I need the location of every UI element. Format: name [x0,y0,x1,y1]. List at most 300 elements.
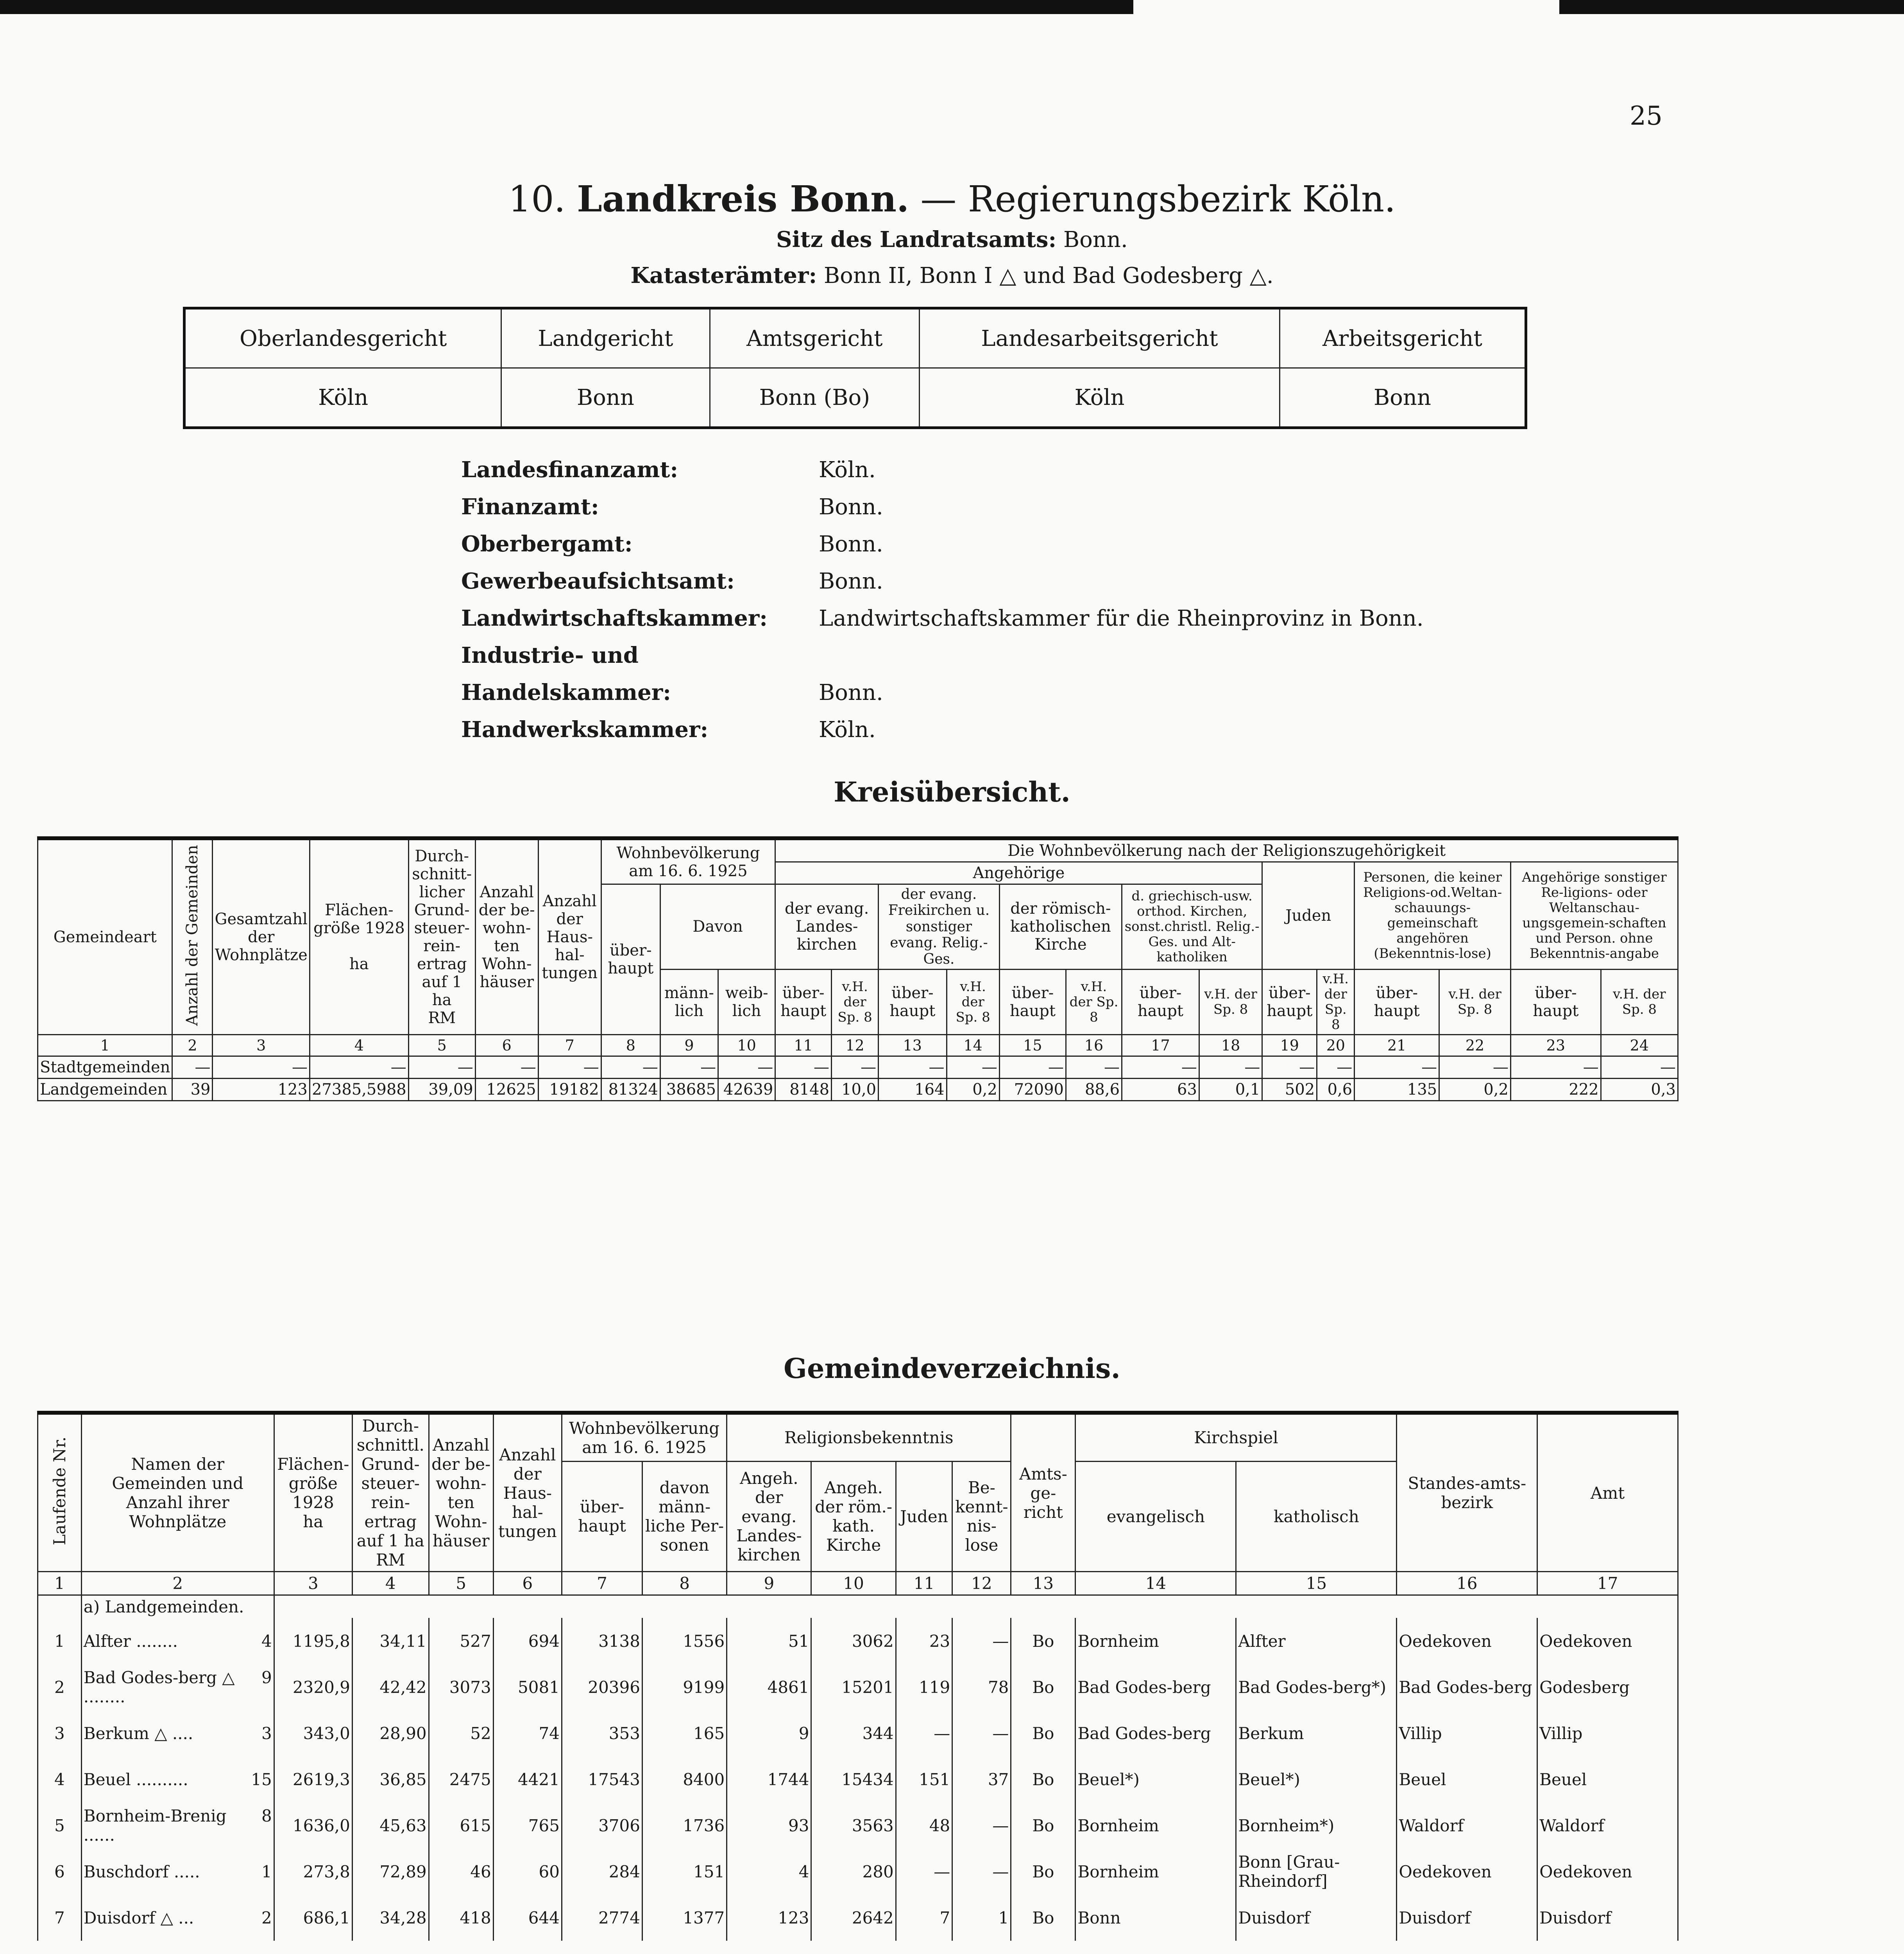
verz-col-number: 12 [952,1572,1011,1595]
verz-h-amt: Amt [1537,1413,1678,1572]
court-value: Köln [184,368,501,428]
verz-cell-flaeche: 2619,3 [274,1756,352,1802]
verz-cell-ag: Bo [1011,1618,1075,1664]
verz-h-standesamt: Standes-amts-bezirk [1397,1413,1537,1572]
kreis-h-griech: d. griechisch-usw. orthod. Kirchen, sonst.christl. Relig.-Ges. und Alt-katholiken [1122,884,1262,970]
kreis-cell: 19182 [538,1079,601,1101]
kreis-cell: — [879,1056,947,1079]
court-value: Bonn (Bo) [710,368,920,428]
kreis-cell: 42639 [718,1079,775,1101]
kreis-col-number: 12 [832,1035,879,1056]
kreis-cell: — [1510,1056,1601,1079]
verz-h-ertrag: Durch-schnittl. Grund-steuer-rein-ertrag auf 1 ha RM [352,1413,429,1572]
verz-cell-juden: 7 [896,1895,952,1941]
verz-cell-ag: Bo [1011,1756,1075,1802]
verz-cell-bekl: — [952,1848,1011,1895]
verz-cell-amt: Waldorf [1537,1802,1678,1848]
kreis-cell: — [832,1056,879,1079]
verz-cell-standes: Oedekoven [1397,1618,1537,1664]
kreis-cell: 63 [1122,1079,1199,1101]
verz-cell-evang: 9 [727,1710,811,1756]
kreis-col-number: 19 [1262,1035,1317,1056]
verz-cell-haushalt: 4421 [493,1756,562,1802]
verz-cell-ertrag: 36,85 [352,1756,429,1802]
verz-cell-ertrag: 34,28 [352,1895,429,1941]
kreis-cell: 123 [213,1079,310,1101]
verz-cell-kath: Bad Godes-berg*) [1236,1664,1397,1710]
authority-row [461,563,1424,600]
verz-col-number: 14 [1075,1572,1236,1595]
kreis-cell: — [1122,1056,1199,1079]
kreis-h-vh: v.H. der Sp. 8 [1066,969,1122,1034]
kreis-cell: — [1317,1056,1355,1079]
verz-cell-roem: 3563 [811,1802,896,1848]
verz-title: Gemeindeverzeichnis. [784,1352,1120,1385]
kreis-h-evang: der evang. Landes-kirchen [775,884,879,970]
verz-row [38,1710,1678,1756]
verz-cell-amt: Beuel [1537,1756,1678,1802]
verz-cell-juden: 23 [896,1618,952,1664]
kreis-col-number: 3 [213,1035,310,1056]
verz-cell-ag: Bo [1011,1848,1075,1895]
verz-cell-ertrag: 42,42 [352,1664,429,1710]
seat-label: Sitz des Landratsamts: [776,227,1057,252]
kreis-col-number: 16 [1066,1035,1122,1056]
verz-cell-haeuser: 52 [429,1710,493,1756]
verz-cell-ev: Bornheim [1075,1848,1236,1895]
kreis-cell: 0,2 [1439,1079,1511,1101]
verz-col-number: 15 [1236,1572,1397,1595]
verz-row [38,1756,1678,1802]
kreis-h-vh: v.H. der Sp. 8 [1317,969,1355,1034]
verz-cell-standes: Waldorf [1397,1802,1537,1848]
page-title [0,178,1904,220]
court-header: Oberlandesgericht [184,308,501,368]
verz-cell-haeuser: 615 [429,1802,493,1848]
verz-cell-evang: 51 [727,1618,811,1664]
scan-edge-left [0,0,1133,14]
kreis-h-ueb: über-haupt [1510,969,1601,1034]
kreis-col-number: 18 [1199,1035,1262,1056]
kreis-h-juden: Juden [1262,862,1355,970]
verz-cell-nr: 4 [38,1756,82,1802]
verz-cell-name: 9 Bad Godes-berg △ ........ [81,1664,274,1710]
verz-cell-ag: Bo [1011,1664,1075,1710]
kreis-row [38,1056,1678,1079]
kreis-cell: 12625 [475,1079,538,1101]
verz-h-haeuser: Anzahl der be-wohn-ten Wohn-häuser [429,1413,493,1572]
kreis-cell: 39,09 [408,1079,475,1101]
verz-cell-standes: Bad Godes-berg [1397,1664,1537,1710]
kreis-h-maennlich: männ-lich [660,969,718,1034]
authority-value: Bonn. [819,494,883,520]
verz-cell-bev: 20396 [562,1664,642,1710]
verz-cell-name: 1 Buschdorf ..... [81,1848,274,1895]
page-number: 25 [1630,101,1662,131]
verz-cell-amt: Oedekoven [1537,1848,1678,1895]
kreis-h-vh: v.H. der Sp. 8 [1199,969,1262,1034]
verz-cell-maennl: 1377 [642,1895,727,1941]
kreis-col-number: 8 [601,1035,660,1056]
kreis-cell: 10,0 [832,1079,879,1101]
verz-cell-evang: 123 [727,1895,811,1941]
verz-cell-bekl: 78 [952,1664,1011,1710]
verz-cell-flaeche: 2320,9 [274,1664,352,1710]
kreis-cell: 0,6 [1317,1079,1355,1101]
verz-cell-maennl: 151 [642,1848,727,1895]
verz-cell-haeuser: 46 [429,1848,493,1895]
verz-cell-amt: Villip [1537,1710,1678,1756]
kreis-cell: — [1601,1056,1678,1079]
verz-cell-maennl: 8400 [642,1756,727,1802]
verz-cell-juden: 119 [896,1664,952,1710]
verz-cell-ertrag: 34,11 [352,1618,429,1664]
verz-column-numbers [38,1572,1678,1595]
verz-cell-evang: 4 [727,1848,811,1895]
kreis-cell: 0,3 [1601,1079,1678,1101]
verz-cell-bekl: 37 [952,1756,1011,1802]
verz-cell-nr: 6 [38,1848,82,1895]
title-number: 10. [508,178,565,220]
verz-h-religion: Religionsbekenntnis [727,1413,1011,1461]
court-header: Landesarbeitsgericht [920,308,1280,368]
verz-cell-name: 15 Beuel .......... [81,1756,274,1802]
verz-spacer [38,1595,82,1618]
kreis-h-ueb: über-haupt [1122,969,1199,1034]
verz-cell-ertrag: 28,90 [352,1710,429,1756]
kreis-row [38,1079,1678,1101]
verz-h-flaeche: Flächen-größe 1928 ha [274,1413,352,1572]
kreis-cell: 8148 [775,1079,832,1101]
verz-cell-nr: 1 [38,1618,82,1664]
kreis-col-number: 5 [408,1035,475,1056]
authority-row [461,637,1424,711]
verz-h-bekenntnislose: Be-kennt-nis-lose [952,1461,1011,1571]
kreis-cell: — [999,1056,1066,1079]
kreis-h-weiblich: weib-lich [718,969,775,1034]
verz-cell-haeuser: 418 [429,1895,493,1941]
kreis-column-numbers [38,1035,1678,1056]
kreis-cell: 39 [172,1079,213,1101]
kreis-cell: 0,2 [947,1079,999,1101]
kataster-value: Bonn II, Bonn I △ und Bad Godesberg △. [824,263,1274,288]
verz-cell-juden: — [896,1710,952,1756]
authority-value: Bonn. [819,569,883,594]
verz-cell-kath: Alfter [1236,1618,1397,1664]
verz-cell-ev: Bornheim [1075,1802,1236,1848]
verz-cell-standes: Beuel [1397,1756,1537,1802]
verz-cell-haushalt: 694 [493,1618,562,1664]
kreis-cell: — [1439,1056,1511,1079]
kreis-cell: 72090 [999,1079,1066,1101]
verz-cell-ev: Beuel*) [1075,1756,1236,1802]
authority-row [461,451,1424,488]
kreis-col-number: 15 [999,1035,1066,1056]
verz-row [38,1895,1678,1941]
kreis-h-ueb: über-haupt [1262,969,1317,1034]
kreis-h-freikirchen: der evang. Freikirchen u. sonstiger evang. Relig.-Ges. [879,884,1000,970]
verz-cell-haushalt: 5081 [493,1664,562,1710]
verz-h-ueberhaupt: über-haupt [562,1461,642,1571]
kreis-col-number: 22 [1439,1035,1511,1056]
verz-row [38,1664,1678,1710]
verz-cell-ertrag: 45,63 [352,1802,429,1848]
kreis-cell: — [213,1056,310,1079]
verz-cell-bev: 353 [562,1710,642,1756]
verz-cell-amt: Oedekoven [1537,1618,1678,1664]
verz-h-roem: Angeh. der röm.-kath. Kirche [811,1461,896,1571]
verz-cell-bev: 2774 [562,1895,642,1941]
authority-label: Landesfinanzamt: [461,457,678,483]
verz-cell-bev: 3138 [562,1618,642,1664]
court-value: Köln [920,368,1280,428]
verz-cell-bekl: — [952,1710,1011,1756]
verz-cell-roem: 280 [811,1848,896,1895]
verz-cell-evang: 4861 [727,1664,811,1710]
verz-cell-evang: 93 [727,1802,811,1848]
verz-cell-ag: Bo [1011,1710,1075,1756]
kreis-col-number: 1 [38,1035,172,1056]
verz-cell-standes: Villip [1397,1710,1537,1756]
verz-cell-flaeche: 686,1 [274,1895,352,1941]
kreis-cell: 135 [1355,1079,1439,1101]
kreis-cell: — [1355,1056,1439,1079]
court-header: Amtsgericht [710,308,920,368]
kreis-h-davon: Davon [660,884,775,970]
authority-value: Bonn. [819,531,883,557]
verz-cell-ev: Bad Godes-berg [1075,1664,1236,1710]
kreis-cell: — [947,1056,999,1079]
authority-label: Handwerkskammer: [461,717,709,743]
verz-cell-ag: Bo [1011,1895,1075,1941]
verz-col-number: 8 [642,1572,727,1595]
kreis-title: Kreisübersicht. [834,776,1070,808]
kreis-cell: — [660,1056,718,1079]
verz-cell-maennl: 1736 [642,1802,727,1848]
kreis-col-number: 11 [775,1035,832,1056]
verz-col-number: 16 [1397,1572,1537,1595]
verz-cell-kath: Berkum [1236,1710,1397,1756]
verz-h-amtsgericht: Amts-ge-richt [1011,1413,1075,1572]
verz-cell-kath: Duisdorf [1236,1895,1397,1941]
seat-line [0,227,1904,252]
verz-col-number: 2 [81,1572,274,1595]
verz-col-number: 10 [811,1572,896,1595]
kreis-col-number: 7 [538,1035,601,1056]
verz-col-number: 3 [274,1572,352,1595]
verz-cell-haushalt: 765 [493,1802,562,1848]
kreis-cell: — [310,1056,408,1079]
verz-cell-nr: 7 [38,1895,82,1941]
verz-h-kirchspiel: Kirchspiel [1075,1413,1397,1461]
verz-cell-ev: Bonn [1075,1895,1236,1941]
verz-col-number: 17 [1537,1572,1678,1595]
verz-cell-kath: Bornheim*) [1236,1802,1397,1848]
verz-cell-ev: Bornheim [1075,1618,1236,1664]
verz-row [38,1802,1678,1848]
kreis-h-vh: v.H. der Sp. 8 [1601,969,1678,1034]
verz-cell-kath: Beuel*) [1236,1756,1397,1802]
kreis-h-wohnbev: Wohnbevölkerung am 16. 6. 1925 [601,838,775,884]
verz-cell-maennl: 165 [642,1710,727,1756]
kreis-col-number: 4 [310,1035,408,1056]
verz-h-wohnbev: Wohnbevölkerung am 16. 6. 1925 [562,1413,727,1461]
kreis-cell: — [1199,1056,1262,1079]
kreis-cell: — [1066,1056,1122,1079]
verz-cell-haeuser: 2475 [429,1756,493,1802]
kreis-h-ueb: über-haupt [775,969,832,1034]
kreis-h-ueberhaupt: über-haupt [601,884,660,1035]
kreis-col-number: 2 [172,1035,213,1056]
verz-cell-bev: 17543 [562,1756,642,1802]
verz-col-number: 13 [1011,1572,1075,1595]
verz-h-lfd: Laufende Nr. [38,1413,82,1572]
kreis-cell: — [601,1056,660,1079]
kreis-cell: 88,6 [1066,1079,1122,1101]
verz-cell-roem: 3062 [811,1618,896,1664]
verz-cell-evang: 1744 [727,1756,811,1802]
kreis-col-number: 24 [1601,1035,1678,1056]
verz-cell-roem: 344 [811,1710,896,1756]
kreis-h-keine: Personen, die keiner Religions-od.Weltan-schauungs-gemeinschaft angehören (Bekenntnis-lose) [1355,862,1511,970]
kreis-cell: 222 [1510,1079,1601,1101]
court-header: Landgericht [501,308,710,368]
kreis-cell: — [538,1056,601,1079]
verz-cell-ag: Bo [1011,1802,1075,1848]
verz-cell-amt: Duisdorf [1537,1895,1678,1941]
verz-h-haushalt: Anzahl der Haus-hal-tungen [493,1413,562,1572]
kreis-h-gemeindeart: Gemeindeart [38,838,172,1035]
kreis-h-roem: der römisch-katholischen Kirche [999,884,1122,970]
verz-col-number: 6 [493,1572,562,1595]
kreis-h-gesamt: Gesamtzahl der Wohnplätze [213,838,310,1035]
verz-h-katholisch: katholisch [1236,1461,1397,1571]
verz-cell-haushalt: 644 [493,1895,562,1941]
authority-value: Köln. [819,457,876,483]
verz-cell-maennl: 9199 [642,1664,727,1710]
courts-table [183,307,1527,429]
verz-cell-name: 2 Duisdorf △ ... [81,1895,274,1941]
authority-row [461,711,1424,748]
kreis-h-sonstige: Angehörige sonstiger Re-ligions- oder Weltanschau-ungsgemein-schaften und Person. ohne Bekenntnis-angabe [1510,862,1678,970]
verz-cell-juden: — [896,1848,952,1895]
verz-cell-bev: 284 [562,1848,642,1895]
kreis-cell: — [718,1056,775,1079]
kreis-col-number: 20 [1317,1035,1355,1056]
authority-label: Finanzamt: [461,494,599,520]
verz-cell-nr: 3 [38,1710,82,1756]
authority-value: Landwirtschaftskammer für die Rheinprovinz in Bonn. [819,606,1424,631]
kreis-h-angehoerige: Angehörige [775,862,1262,884]
verz-cell-maennl: 1556 [642,1618,727,1664]
verz-spacer [274,1595,1678,1618]
kreis-h-anzahl: Anzahl der Gemeinden [172,838,213,1035]
verz-cell-haushalt: 60 [493,1848,562,1895]
kreis-col-number: 9 [660,1035,718,1056]
verz-row [38,1848,1678,1895]
authority-label: Landwirtschaftskammer: [461,605,768,631]
kreis-h-ueb: über-haupt [879,969,947,1034]
kreis-h-haeuser: Anzahl der be-wohn-ten Wohn-häuser [475,838,538,1035]
verz-row [38,1618,1678,1664]
verz-cell-name: 8 Bornheim-Brenig ...... [81,1802,274,1848]
kreis-cell: 164 [879,1079,947,1101]
verz-h-evang: Angeh. der evang. Landes-kirchen [727,1461,811,1571]
gemeinde-table [37,1411,1679,1941]
authority-value: Köln. [819,717,876,743]
kreis-h-religion: Die Wohnbevölkerung nach der Religionszugehörigkeit [775,838,1678,862]
kataster-line [0,263,1904,288]
authority-row [461,600,1424,637]
kreis-col-number: 6 [475,1035,538,1056]
title-district: Landkreis Bonn. [577,178,909,220]
kreis-h-vh: v.H. der Sp. 8 [1439,969,1511,1034]
verz-cell-roem: 2642 [811,1895,896,1941]
authority-label: Industrie- und Handelskammer: [461,642,671,705]
authority-label: Oberbergamt: [461,531,633,557]
verz-cell-name: 4 Alfter ........ [81,1618,274,1664]
verz-cell-standes: Duisdorf [1397,1895,1537,1941]
verz-col-number: 1 [38,1572,82,1595]
kreis-cell: 38685 [660,1079,718,1101]
verz-col-number: 9 [727,1572,811,1595]
kreis-h-ertrag: Durch-schnitt-licher Grund-steuer-rein-ertrag auf 1 ha RM [408,838,475,1035]
kreis-cell: 0,1 [1199,1079,1262,1101]
verz-cell-roem: 15434 [811,1756,896,1802]
verz-h-juden: Juden [896,1461,952,1571]
court-header: Arbeitsgericht [1279,308,1526,368]
authority-value: Bonn. [819,680,883,705]
verz-col-number: 7 [562,1572,642,1595]
verz-col-number: 5 [429,1572,493,1595]
kreis-h-vh: v.H. der Sp. 8 [947,969,999,1034]
verz-section: a) Landgemeinden. [81,1595,274,1618]
verz-cell-name: 3 Berkum △ .... [81,1710,274,1756]
authorities-list [461,451,1424,748]
kreis-col-number: 23 [1510,1035,1601,1056]
kreis-h-haushalt: Anzahl der Haus-hal-tungen [538,838,601,1035]
verz-cell-haeuser: 527 [429,1618,493,1664]
kreis-col-number: 14 [947,1035,999,1056]
authority-row [461,488,1424,526]
court-value: Bonn [1279,368,1526,428]
verz-cell-bev: 3706 [562,1802,642,1848]
seat-value: Bonn. [1063,227,1128,252]
kreis-cell: — [408,1056,475,1079]
authority-label: Gewerbeaufsichtsamt: [461,568,735,594]
verz-cell-roem: 15201 [811,1664,896,1710]
kreis-col-number: 10 [718,1035,775,1056]
verz-cell-amt: Godesberg [1537,1664,1678,1710]
verz-cell-haushalt: 74 [493,1710,562,1756]
kreis-cell: — [775,1056,832,1079]
kreis-col-number: 21 [1355,1035,1439,1056]
kreis-h-ueb: über-haupt [999,969,1066,1034]
kreis-cell: 502 [1262,1079,1317,1101]
verz-cell-juden: 48 [896,1802,952,1848]
kreis-cell: — [1262,1056,1317,1079]
title-region: — Regierungsbezirk Köln. [920,178,1396,220]
scan-edge-right [1559,0,1904,14]
kreis-h-ueb: über-haupt [1355,969,1439,1034]
verz-cell-bekl: — [952,1618,1011,1664]
verz-h-evangelisch: evangelisch [1075,1461,1236,1571]
kreis-h-flaeche: Flächen-größe 1928 ha [310,838,408,1035]
verz-cell-bekl: 1 [952,1895,1011,1941]
verz-cell-flaeche: 1195,8 [274,1618,352,1664]
verz-cell-ev: Bad Godes-berg [1075,1710,1236,1756]
verz-col-number: 4 [352,1572,429,1595]
